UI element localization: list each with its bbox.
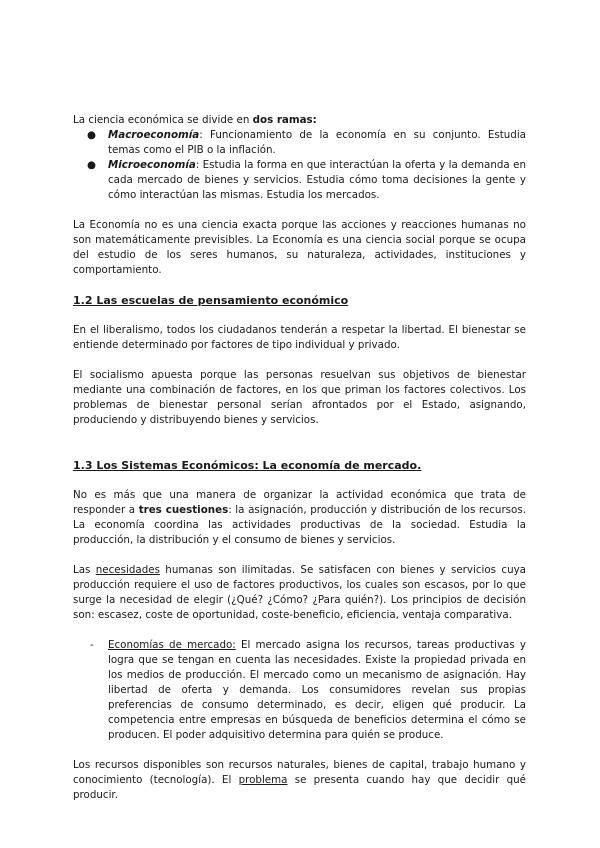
paragraph-socialismo: El socialismo apuesta porque las personas resuelvan sus objetivos de bienestar mediante una combinación de factores, en los que priman los factores colectivos. Los problemas de bienestar personal serían afrontados por el Estado, asignando, produciendo y distribuyendo bienes y servicios. [73, 369, 526, 426]
underlined-economias-de-mercado: Economías de mercado: [108, 639, 236, 651]
bullet-icon: ● [87, 159, 96, 171]
dash-icon: - [90, 639, 94, 651]
intro-lead: La ciencia económica se divide en dos ramas: [73, 114, 317, 126]
bold-tres-cuestiones: tres cuestiones [138, 504, 229, 516]
paragraph-recursos: Los recursos disponibles son recursos naturales, bienes de capital, trabajo humano y conocimiento (tecnología). El problema se presenta cuando hay que decidir qué producir. [73, 759, 526, 801]
market-economy-list [73, 638, 526, 743]
list-item: ● Microeconomía: Estudia la forma en que interactúan la oferta y la demanda en cada mercado de bienes y servicios. Estudia cómo toma decisiones la gente y cómo interactúan las mismas. Estudia los mercados. [87, 159, 526, 201]
term-macroeconomia: Macroeconomía [108, 129, 200, 141]
paragraph-liberalismo: En el liberalismo, todos los ciudadanos tenderán a respetar la libertad. El bienestar se entiende determinado por factores de tipo individual y privado. [73, 324, 526, 351]
underlined-problema: problema [238, 774, 288, 786]
document-body [73, 113, 526, 803]
underlined-necesidades: necesidades [95, 564, 160, 576]
paragraph-organizar: No es más que una manera de organizar la actividad económica que trata de responder a tres cuestiones: la asignación, producción y distribución de los recursos. La economía coordina las actividades productivas de la sociedad. Estudia la producción, la distribución y el consumo de bienes y servicios. [73, 489, 526, 546]
section-heading-1-3: 1.3 Los Sistemas Económicos: La economía de mercado. [73, 459, 422, 472]
branches-list [73, 128, 526, 203]
intro-lead-bold: dos ramas: [252, 114, 317, 126]
section-heading-1-2: 1.2 Las escuelas de pensamiento económico [73, 294, 349, 307]
bullet-icon: ● [87, 129, 96, 141]
list-item: ● Macroeconomía: Funcionamiento de la economía en su conjunto. Estudia temas como el PIB o la inflación. [87, 129, 526, 156]
term-microeconomia: Microeconomía [108, 159, 196, 171]
intro-paragraph: La Economía no es una ciencia exacta porque las acciones y reacciones humanas no son matemáticamente previsibles. La Economía es una ciencia social porque se ocupa del estudio de los seres humanos, su naturaleza, actividades, instituciones y comportamiento. [73, 219, 526, 276]
paragraph-necesidades: Las necesidades humanas son ilimitadas. Se satisfacen con bienes y servicios cuya producción requiere el uso de factores productivos, los cuales son escasos, por lo que surge la necesidad de elegir (¿Qué? ¿Cómo? ¿Para quién?). Los principios de decisión son: escasez, coste de oportunidad, coste-beneficio, eficiencia, ventaja comparativa. [73, 564, 526, 621]
list-item: - Economías de mercado: El mercado asigna los recursos, tareas productivas y logra que se tengan en cuenta las necesidades. Existe la propiedad privada en los medios de producción. El mercado como un mecanismo de asignación. Hay libertad de oferta y demanda. Los consumidores revelan sus propias preferencias de consumo determinado, es decir, eligen qué producir. La competencia entre empresas en búsqueda de beneficios determina el cómo se producen. El poder adquisitivo determina para quién se produce. [90, 639, 526, 741]
